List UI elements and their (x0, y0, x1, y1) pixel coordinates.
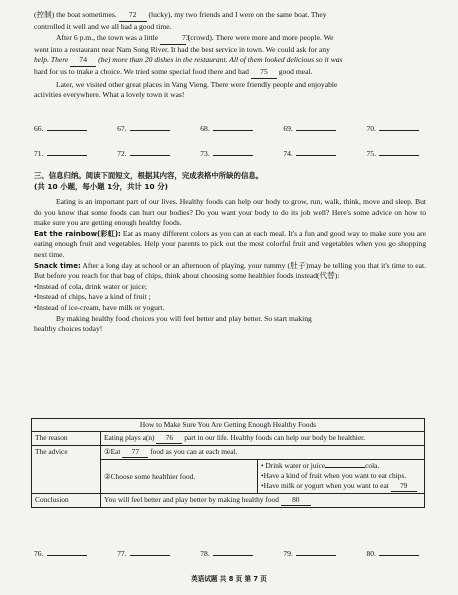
blank-75[interactable]: 75 (251, 67, 277, 79)
answer-lines-76-80 (34, 549, 426, 560)
answer-row (34, 124, 419, 135)
answer-66[interactable]: 66. (34, 124, 87, 135)
bullet-item: •Instead of cola, drink water or juice; (34, 281, 147, 291)
text: (控制) the boat sometimes. (34, 10, 117, 19)
section-three-heading (34, 171, 426, 192)
passage-line: activities everywhere. What a lovely town it was! (34, 90, 185, 100)
answer-69[interactable]: 69. (283, 124, 336, 135)
row-label: The reason (32, 432, 101, 446)
answer-80[interactable]: 80. (367, 549, 420, 560)
paragraph (34, 261, 426, 282)
blank-77[interactable]: 77 (122, 447, 148, 458)
passage-line: went into a restaurant near Nam Song River. It had the best service in town. We could ask for any (34, 44, 330, 54)
passage-line: controlled it well and we all had a good time. (34, 21, 172, 31)
paragraph: Eating is an important part of our lives. Healthy foods can help our body to grow, run, walk, think, move and sleep. But do you know that some foods can hurt our bodies? Do you want your body to do its job well? Here's some advice on how to make sure you are getting enough healthy foods. (34, 197, 426, 228)
bullet-item: •Instead of ice-cream, have milk or yogurt. (34, 302, 165, 312)
answer-77[interactable]: 77. (117, 549, 170, 560)
row-label: The advice (32, 446, 101, 494)
answer-lines-66-75 (34, 124, 426, 159)
text: hard for us to make a choice. We tried some special food there and had (34, 66, 249, 76)
text: After a long day at school or an afternoon of playing, your tummy (肚子)may be telling you that it's time to eat. But before you reach for that bag of chips, think about choosing some healthier foods instead(代替): (34, 260, 427, 281)
table-title: How to Make Sure You Are Getting Enough Healthy Foods (32, 419, 425, 432)
answer-73[interactable]: 73. (200, 149, 253, 160)
answer-71[interactable]: 71. (34, 149, 87, 160)
info-table (31, 418, 425, 508)
row-label: Conclusion (32, 494, 101, 508)
passage-line (34, 10, 426, 22)
passage-cloze (34, 10, 426, 101)
section-subtitle: (共 10 小题，每小题 1分，共计 10 分) (34, 181, 169, 191)
paragraph: healthy choices today! (34, 324, 103, 334)
answer-75[interactable]: 75. (367, 149, 420, 160)
table-cell: You will feel better and play better by making healthy food 80 (101, 494, 425, 508)
lead-term: Eat the rainbow(彩虹): (34, 229, 121, 238)
answer-78[interactable]: 78. (200, 549, 253, 560)
answer-row (34, 549, 419, 560)
answer-76[interactable]: 76. (34, 549, 87, 560)
blank-79[interactable]: 79 (391, 481, 417, 492)
blank-73[interactable]: 73 (160, 33, 186, 45)
text: After 6 p.m., the town was a little (56, 33, 159, 43)
paragraph (34, 229, 426, 261)
table-cell: • Drink water or juice cola. •Have a kind of fruit when you want to eat chips. •Have milk or yogurt when you want to eat 79 (258, 460, 425, 494)
passage-healthy-food (34, 197, 426, 335)
text: (crowd). There were more and more people. We (187, 33, 334, 43)
passage-line: Later, we visited other great places in Vang Vieng. There were friendly people and enjoyable (56, 79, 338, 89)
answer-72[interactable]: 72. (117, 149, 170, 160)
answer-row (34, 149, 419, 160)
lead-term: Snack time: (34, 261, 81, 270)
text: Eat as many different colors as you can at each meal. It's a fun and good way to make sure you are eating enough fruit and vegetables. Help your parents to pick out the most colorful fruit and vegetables when you go shopping next time. (34, 228, 426, 259)
passage-line (34, 33, 426, 45)
answer-67[interactable]: 67. (117, 124, 170, 135)
table-cell: Eating plays a(n) 76 part in our life. Healthy foods can help our body be healthier. (101, 432, 425, 446)
table-cell: ②Choose some healthier food. (101, 460, 258, 494)
table-cell: ①Eat 77 food as you can at each meal. (101, 446, 425, 460)
answer-79[interactable]: 79. (283, 549, 336, 560)
bullet-item: •Instead of chips, have a kind of fruit ; (34, 292, 151, 302)
answer-68[interactable]: 68. (200, 124, 253, 135)
blank-78[interactable] (325, 467, 365, 468)
text: (be) more than 20 dishes in the restaurant. All of them looked delicious so it was (98, 55, 343, 65)
section-title: 三、信息归纳。阅读下面短文，根据其内容，完成表格中所缺的信息。 (34, 171, 264, 180)
passage-line (34, 55, 426, 67)
blank-76[interactable]: 76 (156, 433, 182, 444)
blank-72[interactable]: 72 (119, 10, 147, 22)
paragraph: By making healthy food choices you will feel better and play better. So start making (56, 313, 312, 323)
page-footer: 英语试题 共 8 页 第 7 页 (191, 575, 267, 583)
text: help. There (34, 55, 69, 65)
passage-line (34, 67, 426, 79)
blank-74[interactable]: 74 (70, 55, 96, 67)
text: (lucky), my two friends and I were on the same boat. They (148, 10, 327, 19)
answer-70[interactable]: 70. (367, 124, 420, 135)
blank-80[interactable]: 80 (281, 495, 311, 506)
text: good meal. (278, 66, 313, 76)
answer-74[interactable]: 74. (283, 149, 336, 160)
